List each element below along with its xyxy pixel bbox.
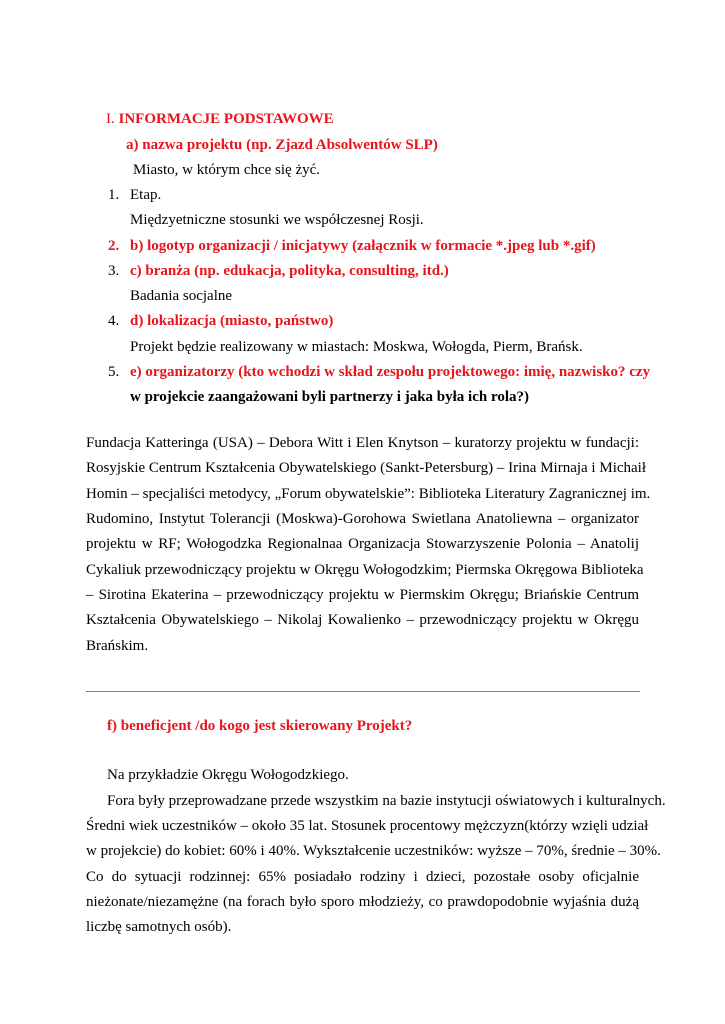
list-item-number-2: 2. bbox=[108, 238, 120, 254]
list-item-text-5-line2: w projekcie zaangażowani byli partnerzy i jaka była ich rola?) bbox=[130, 389, 530, 405]
list-item-value-4: Projekt będzie realizowany w miastach: Moskwa, Wołogda, Pierm, Brańsk. bbox=[130, 339, 583, 355]
paragraph2-line: Co do sytuacji rodzinnej: 65% posiadało rodziny i dzieci, pozostałe osoby oficjalnie bbox=[86, 869, 639, 885]
section-heading bbox=[106, 110, 334, 128]
paragraph1-line: – Sirotina Ekaterina – przewodniczący projektu w Piermskim Okręgu; Briańskie Centrum bbox=[86, 587, 639, 603]
paragraph2-line: nieżonate/niezamężne (na forach było sporo młodzieży, co prawdopodobnie wyjaśnia dużą bbox=[86, 894, 639, 910]
list-item-number-3: 3. bbox=[108, 263, 120, 279]
paragraph2-line: Średni wiek uczestników – około 35 lat. Stosunek procentowy mężczyzn(którzy wzięli udział bbox=[86, 818, 649, 834]
section-title: INFORMACJE PODSTAWOWE bbox=[118, 111, 334, 127]
list-item-value-1: Międzyetniczne stosunki we współczesnej Rosji. bbox=[130, 212, 424, 228]
paragraph1-line: Rosyjskie Centrum Kształcenia Obywatelskiego (Sankt-Petersburg) – Irina Mirnaja i Michaił bbox=[86, 460, 647, 476]
paragraph1-line: Cykaliuk przewodniczący projektu w Okręgu Wołogodzkim; Piermska Okręgowa Biblioteka bbox=[86, 562, 644, 578]
list-item-value-3: Badania socjalne bbox=[130, 288, 233, 304]
paragraph2-intro: Na przykładzie Okręgu Wołogodzkiego. bbox=[107, 767, 349, 783]
paragraph1-line: Homin – specjaliści metodycy, „Forum obywatelskie”: Biblioteka Literatury Zagranicznej im. bbox=[86, 486, 651, 502]
list-item-number-4: 4. bbox=[108, 313, 120, 329]
list-item-text-2: b) logotyp organizacji / inicjatywy (załącznik w formacie *.jpeg lub *.gif) bbox=[130, 238, 596, 254]
list-item-number-5: 5. bbox=[108, 364, 120, 380]
paragraph1-line: Fundacja Katteringa (USA) – Debora Witt i Elen Knytson – kuratorzy projektu w fundacji: bbox=[86, 435, 639, 451]
paragraph2-line: liczbę samotnych osób). bbox=[86, 919, 232, 935]
list-item-text-1: Etap. bbox=[130, 187, 162, 203]
item-a-label: a) nazwa projektu (np. Zjazd Absolwentów SLP) bbox=[126, 137, 438, 153]
list-item-text-5-line1: e) organizatorzy (kto wchodzi w skład zespołu projektowego: imię, nazwisko? czy bbox=[130, 364, 651, 380]
horizontal-divider bbox=[86, 691, 640, 692]
section-roman-numeral: I. bbox=[106, 111, 115, 127]
paragraph1-line: Brańskim. bbox=[86, 638, 149, 654]
paragraph2-line: Fora były przeprowadzane przede wszystkim na bazie instytucji oświatowych i kulturalnych. bbox=[107, 793, 666, 809]
item-f-label: f) beneficjent /do kogo jest skierowany Projekt? bbox=[107, 718, 413, 734]
paragraph1-line: projektu w RF; Wołogodzka Regionalnaa Organizacja Stowarzyszenie Polonia – Anatolij bbox=[86, 536, 639, 552]
list-item-text-4: d) lokalizacja (miasto, państwo) bbox=[130, 313, 334, 329]
paragraph2-line: w projekcie) do kobiet: 60% i 40%. Wykształcenie uczestników: wyższe – 70%, średnie – 30%. bbox=[86, 843, 661, 859]
list-item-number-1: 1. bbox=[108, 187, 120, 203]
paragraph1-line: Rudomino, Instytut Tolerancji (Moskwa)-Gorohowa Swietlana Anatoliewna – organizator bbox=[86, 511, 639, 527]
list-item-text-3: c) branża (np. edukacja, polityka, consulting, itd.) bbox=[130, 263, 449, 279]
paragraph1-line: Kształcenia Obywatelskiego – Nikolaj Kowalienko – przewodniczący projektu w Okręgu bbox=[86, 612, 639, 628]
item-a-value: Miasto, w którym chce się żyć. bbox=[133, 162, 321, 178]
